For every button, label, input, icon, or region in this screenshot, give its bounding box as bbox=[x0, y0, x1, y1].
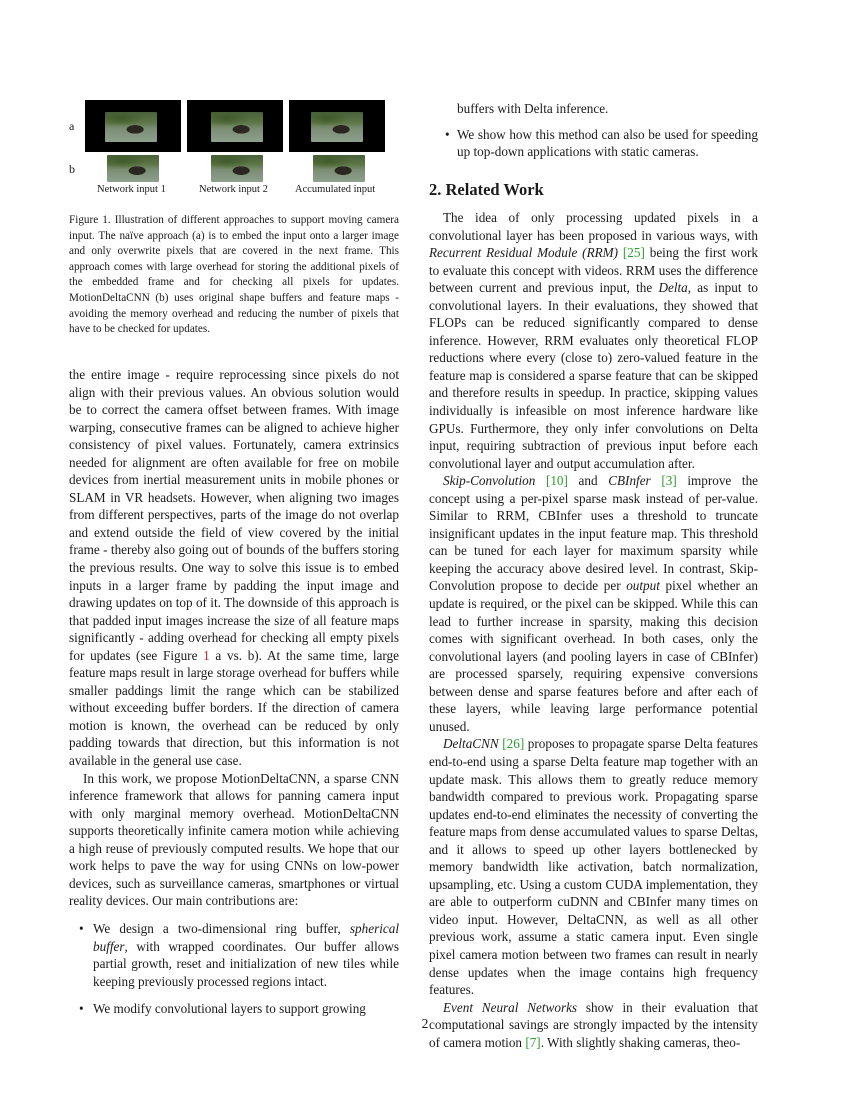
figure-row-a-label: a bbox=[69, 119, 75, 133]
contributions-list-continued bbox=[445, 126, 758, 161]
figure-ref-link[interactable]: 1 bbox=[203, 647, 210, 663]
input-frame-1 bbox=[107, 155, 159, 182]
padded-frame-2 bbox=[187, 100, 283, 152]
frame-image bbox=[211, 112, 263, 142]
paragraph-deltacnn: DeltaCNN [26] proposes to propagate sparse Delta features end-to-end using a sparse Delta feature map together with an update mask. This allows them to greatly reduce memory bandwidth compared to previous work. Propagating sparse updates end-to-end eliminates the necessity of converting the feature maps from dense accumulated values to sparse Deltas, and it allows to speed up other layers bottlenecked by memory bandwidth like activation, batch normalization, upsampling, etc. Using a custom CUDA implementation, they are able to outperform cuDNN and CBInfer many times on video input. However, DeltaCNN, as well as all other previous work, assume a static camera input. Even single pixel camera motion between two frames can result in nearly dense updates when the image contains high frequency features. bbox=[429, 736, 758, 998]
input-frame-2 bbox=[211, 155, 263, 182]
citation-link[interactable]: [10] bbox=[545, 473, 568, 489]
paragraph-event-neural-networks: Event Neural Networks show in their evaluation that computational savings are strongly impacted by the intensity of camera motion [7]. With slightly shaking cameras, theo- bbox=[429, 999, 758, 1050]
padded-frame-accumulated bbox=[289, 100, 385, 152]
right-column-top bbox=[445, 100, 758, 161]
figure-caption: Figure 1. Illustration of different approaches to support moving camera input. The naïve approach (a) is to embed the input onto a larger image and only overwrite pixels that are covered in the next frame. This approach comes with large overhead for storing the additional pixels of the embedded frame and for checking all pixels for updates. MotionDeltaCNN (b) uses original shape buffers and feature maps - avoiding the memory overhead and reducing the number of pixels that have to be checked for updates. bbox=[69, 214, 399, 336]
citation-link[interactable]: [25] bbox=[622, 245, 645, 261]
contribution-item: • We design a two-dimensional ring buffer, spherical buffer, with wrapped coordinates. Our buffer allows partial growth, reset and initialization of new tiles while keeping previously processed regions intact. bbox=[79, 920, 399, 990]
paragraph-skip-convolution: Skip-Convolution [10] and CBInfer [3] improve the concept using a per-pixel sparse mask instead of per-value. Similar to RRM, CBInfer uses a threshold to truncate insignificant updates in the input feature map. This threshold can be tuned for each layer for maximum sparsity while keeping the accuracy above desired level. In contrast, Skip-Convolution propose to decide per output pixel whether an update is required, or the pixel can be skipped. While this can lead to further increase in sparsity, making this decision comes with significant overhead. In both cases, only the convolutional layers (and pooling layers in case of CBInfer) are processed sparsely, requiring expensive conversions between dense and sparse features before and after each of these layers, while leaving large performance potential unused. bbox=[429, 473, 759, 734]
paragraph-contribution: In this work, we propose MotionDeltaCNN, a sparse CNN inference framework that allows for panning camera input with only marginal memory overhead. MotionDeltaCNN supports theoretically infinite camera motion while achieving a high reuse of previously computed results. We hope that our work helps to pave the way for using CNNs on low-power devices, such as surveillance cameras, smartphones or virtual reality devices. Our main contributions are: bbox=[69, 770, 399, 909]
citation-link[interactable]: [26] bbox=[502, 736, 525, 752]
contribution-item-continued: buffers with Delta inference. bbox=[457, 101, 609, 116]
paragraph-intro-continued: the entire image - require reprocessing since pixels do not align with their previous values. An obvious solution would be to correct the camera offset between frames. With image warping, consecutive frames can be aligned to achieve higher consistency of pixel values. Fortunately, camera extrinsics needed for alignment are often available for free on mobile devices from inertial measurement units in mobile phones or SLAM in VR headsets. However, when aligning two images from different perspectives, parts of the image do not overlap and extend outside the field of view covered by the initial frame - thereby also going out of bounds of the buffers storing the previous results. One way to solve this issue is to embed inputs in a larger frame by padding the input image and drawing updates on top of it. The downside of this approach is that padded input images increase the size of all feature maps significantly - adding overhead for checking all empty pixels for updates (see Figure 1 a vs. b). At the same time, large feature maps result in large storage overhead for buffers while smaller paddings limit the range which can be stabilized without exceeding buffer borders. If the direction of camera motion is known, the overhead can be reduced by only padding towards that direction, but this information is not available in the general use case. bbox=[69, 367, 399, 769]
citation-link[interactable]: [7] bbox=[525, 1034, 541, 1050]
page-number: 2 bbox=[421, 1016, 429, 1031]
contribution-item: • We modify convolutional layers to support growing bbox=[79, 1000, 399, 1018]
contribution-item: • We show how this method can also be used for speeding up top-down applications with static cameras. bbox=[445, 126, 758, 161]
paragraph-rrm: The idea of only processing updated pixels in a convolutional layer has been proposed in various ways, with Recurrent Residual Module (RRM) [25] being the first work to evaluate this concept with videos. RRM uses the difference between current and previous input, the Delta, as input to convolutional layers. In their evaluations, they showed that FLOPs can be reduced significantly compared to dense inference. However, RRM evaluates only theoretical FLOP reductions where every (close to) zero-valued feature in the feature map is considered a sparse feature that can be skipped and therefore results in speedup. In practice, skipping values individually is infeasible on most inference hardware like GPUs. Furthermore, they only infer convolutions on Delta input, requiring subtraction of previous input before each convolutional layer and output accumulation after. bbox=[429, 210, 758, 471]
label-network-input-1: Network input 1 bbox=[97, 184, 166, 195]
figure-row-b-label: b bbox=[69, 162, 75, 176]
frame-image bbox=[105, 112, 157, 142]
citation-link[interactable]: [3] bbox=[661, 473, 677, 489]
figure-1 bbox=[69, 98, 399, 198]
frame-image bbox=[311, 112, 363, 142]
input-frame-accumulated bbox=[313, 155, 365, 182]
label-accumulated-input: Accumulated input bbox=[295, 184, 376, 195]
label-network-input-2: Network input 2 bbox=[199, 184, 268, 195]
left-column bbox=[69, 366, 399, 1018]
contributions-list bbox=[69, 920, 399, 1018]
section-title: 2. Related Work bbox=[429, 180, 544, 199]
related-work-body bbox=[429, 209, 758, 1051]
padded-frame-1 bbox=[85, 100, 181, 152]
